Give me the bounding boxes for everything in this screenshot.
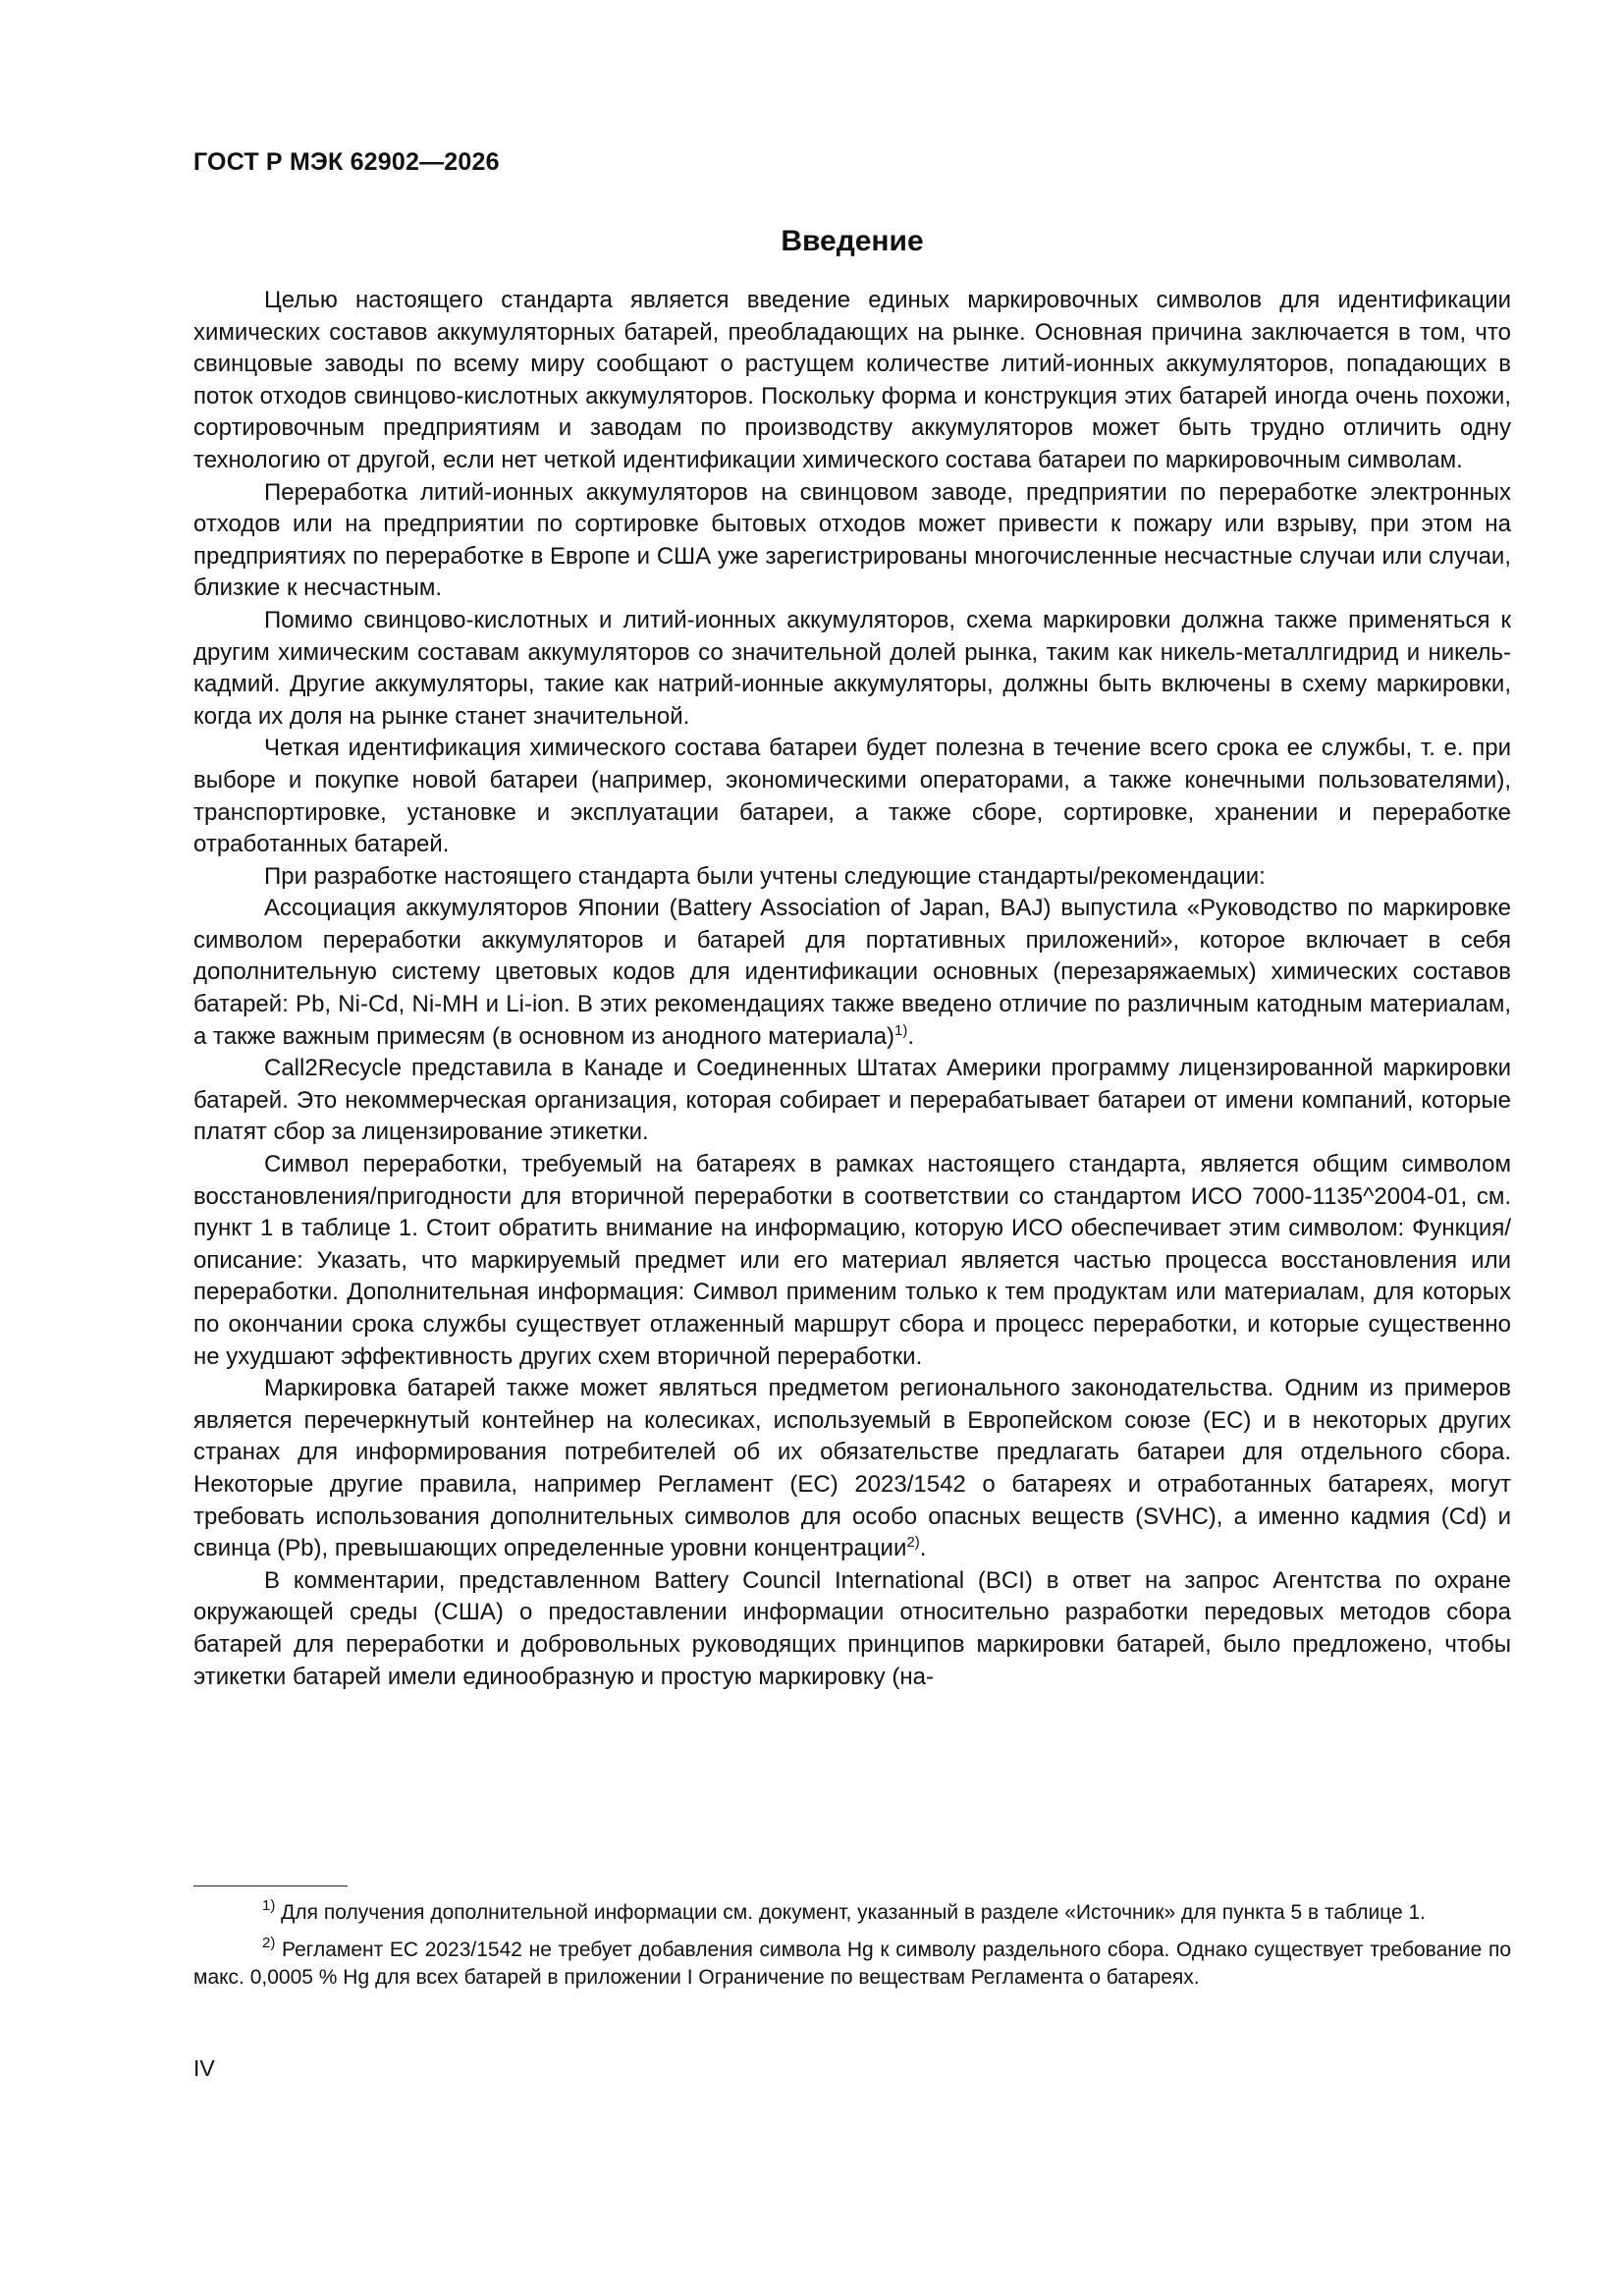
footnote-ref-2[interactable]: 2)	[906, 1534, 920, 1552]
paragraph-6-text: Ассоциация аккумуляторов Японии (Battery Association of Japan, BAJ) выпустила «Руководство по маркировке символом переработки аккумуляторов и батарей для портативных приложений», которое включает в себя дополнительную систему цветовых кодов для идентификации основных (перезаряжаемых) химических составов батарей: Pb, Ni-Cd, Ni-MH и Li-ion. В этих рекомендациях также введено отличие по различным катодным материалам, а также важным примесям (в основном из анодного материала)	[193, 895, 1511, 1050]
paragraph-10	[193, 1565, 1511, 1693]
footnote-1-text: Для получения дополнительной информации см. документ, указанный в разделе «Источник» для пункта 5 в таблице 1.	[275, 1901, 1426, 1924]
paragraph-3-text: Помимо свинцово-кислотных и литий-ионных аккумуляторов, схема маркировки должна также применяться к другим химическим составам аккумуляторов со значительной долей рынка, таким как никель-металлгидрид и никель-кадмий. Другие аккумуляторы, такие как натрий-ионные аккумуляторы, должны быть включены в схему маркировки, когда их доля на рынке станет значительной.	[193, 606, 1511, 730]
page-number: IV	[193, 2055, 215, 2081]
paragraph-4-text: Четкая идентификация химического состава батареи будет полезна в течение всего срока ее службы, т. е. при выборе и покупке новой батареи (например, экономическими операторами, а также конечными пользователями), транспортировке, установке и эксплуатации батареи, а также сборе, сортировке, хранении и переработке отработанных батарей.	[193, 735, 1511, 858]
paragraph-4	[193, 733, 1511, 860]
paragraph-5-text: При разработке настоящего стандарта были учтены следующие стандарты/рекомендации:	[264, 862, 1266, 890]
paragraph-9-tail: .	[919, 1535, 927, 1562]
paragraph-9-text: Маркировка батарей также может являться предметом регионального законодательства. Одним из примеров является перечеркнутый контейнер на колесиках, используемый в Европейском союзе (ЕС) и в некоторых других странах для информирования потребителей об их обязательстве предлагать батареи для отдельного сбора. Некоторые другие правила, например Регламент (ЕС) 2023/1542 о батареях и отработанных батареях, могут требовать использования дополнительных символов для особо опасных веществ (SVHC), а именно кадмия (Cd) и свинца (Pb), превышающих определенные уровни концентрации	[193, 1375, 1511, 1562]
paragraph-7	[193, 1053, 1511, 1149]
paragraph-9	[193, 1373, 1511, 1565]
section-title: Введение	[781, 225, 924, 257]
footnotes	[193, 1899, 1511, 2001]
paragraph-2	[193, 477, 1511, 605]
footnote-1-mark: 1)	[262, 1897, 276, 1914]
paragraph-6-tail: .	[907, 1022, 915, 1050]
paragraph-2-text: Переработка литий-ионных аккумуляторов на свинцовом заводе, предприятии по переработке электронных отходов или на предприятии по сортировке бытовых отходов может привести к пожару или взрыву, при этом на предприятиях по переработке в Европе и США уже зарегистрированы многочисленные несчастные случаи или случаи, близкие к несчастным.	[193, 478, 1511, 602]
paragraph-7-text: Call2Recycle представила в Канаде и Соединенных Штатах Америки программу лицензированной маркировки батарей. Это некоммерческая организация, которая собирает и перерабатывает батареи от имени компаний, которые платят сбор за лицензирование этикетки.	[193, 1055, 1511, 1146]
footnote-1	[193, 1899, 1511, 1927]
paragraph-8	[193, 1149, 1511, 1373]
paragraph-8-text: Символ переработки, требуемый на батареях в рамках настоящего стандарта, является общим символом восстановления/пригодности для вторичной переработки в соответствии со стандартом ИСО 7000-1135^2004-01, см. пункт 1 в таблице 1. Стоит обратить внимание на информацию, которую ИСО обеспечивает этим символом: Функция/описание: Указать, что маркируемый предмет или его материал является частью процесса восстановления или переработки. Дополнительная информация: Символ применим только к тем продуктам или материалам, для которых по окончании срока службы существует отлаженный маршрут сбора и процесс переработки, и которые существенно не ухудшают эффективность других схем вторичной переработки.	[193, 1151, 1511, 1370]
footnote-2	[193, 1937, 1511, 1992]
document-code-header: ГОСТ Р МЭК 62902—2026	[193, 148, 500, 176]
paragraph-1	[193, 285, 1511, 477]
paragraph-3	[193, 605, 1511, 733]
body-text	[193, 285, 1511, 1693]
paragraph-1-text: Целью настоящего стандарта является введение единых маркировочных символов для идентификации химических составов аккумуляторных батарей, преобладающих на рынке. Основная причина заключается в том, что свинцовые заводы по всему миру сообщают о растущем количестве литий-ионных аккумуляторов, попадающих в поток отходов свинцово-кислотных аккумуляторов. Поскольку форма и конструкция этих батарей иногда очень похожи, сортировочным предприятиям и заводам по производству аккумуляторов может быть трудно отличить одну технологию от другой, если нет четкой идентификации химического состава батареи по маркировочным символам.	[193, 287, 1511, 473]
footnote-2-mark: 2)	[262, 1935, 276, 1951]
paragraph-6	[193, 893, 1511, 1053]
footnote-ref-1[interactable]: 1)	[894, 1021, 908, 1039]
footnote-2-text: Регламент ЕС 2023/1542 не требует добавления символа Hg к символу раздельного сбора. Однако существует требование по макс. 0,0005 % Hg для всех батарей в приложении I Ограничение по веществам Регламента о батареях.	[193, 1939, 1511, 1989]
paragraph-5	[193, 861, 1511, 894]
paragraph-10-text: В комментарии, представленном Battery Council International (BCI) в ответ на запрос Агентства по охране окружающей среды (США) о предоставлении информации относительно разработки передовых методов сбора батарей для переработки и добровольных руководящих принципов маркировки батарей, было предложено, чтобы этикетки батарей имели единообразную и простую маркировку (на-	[193, 1566, 1511, 1690]
